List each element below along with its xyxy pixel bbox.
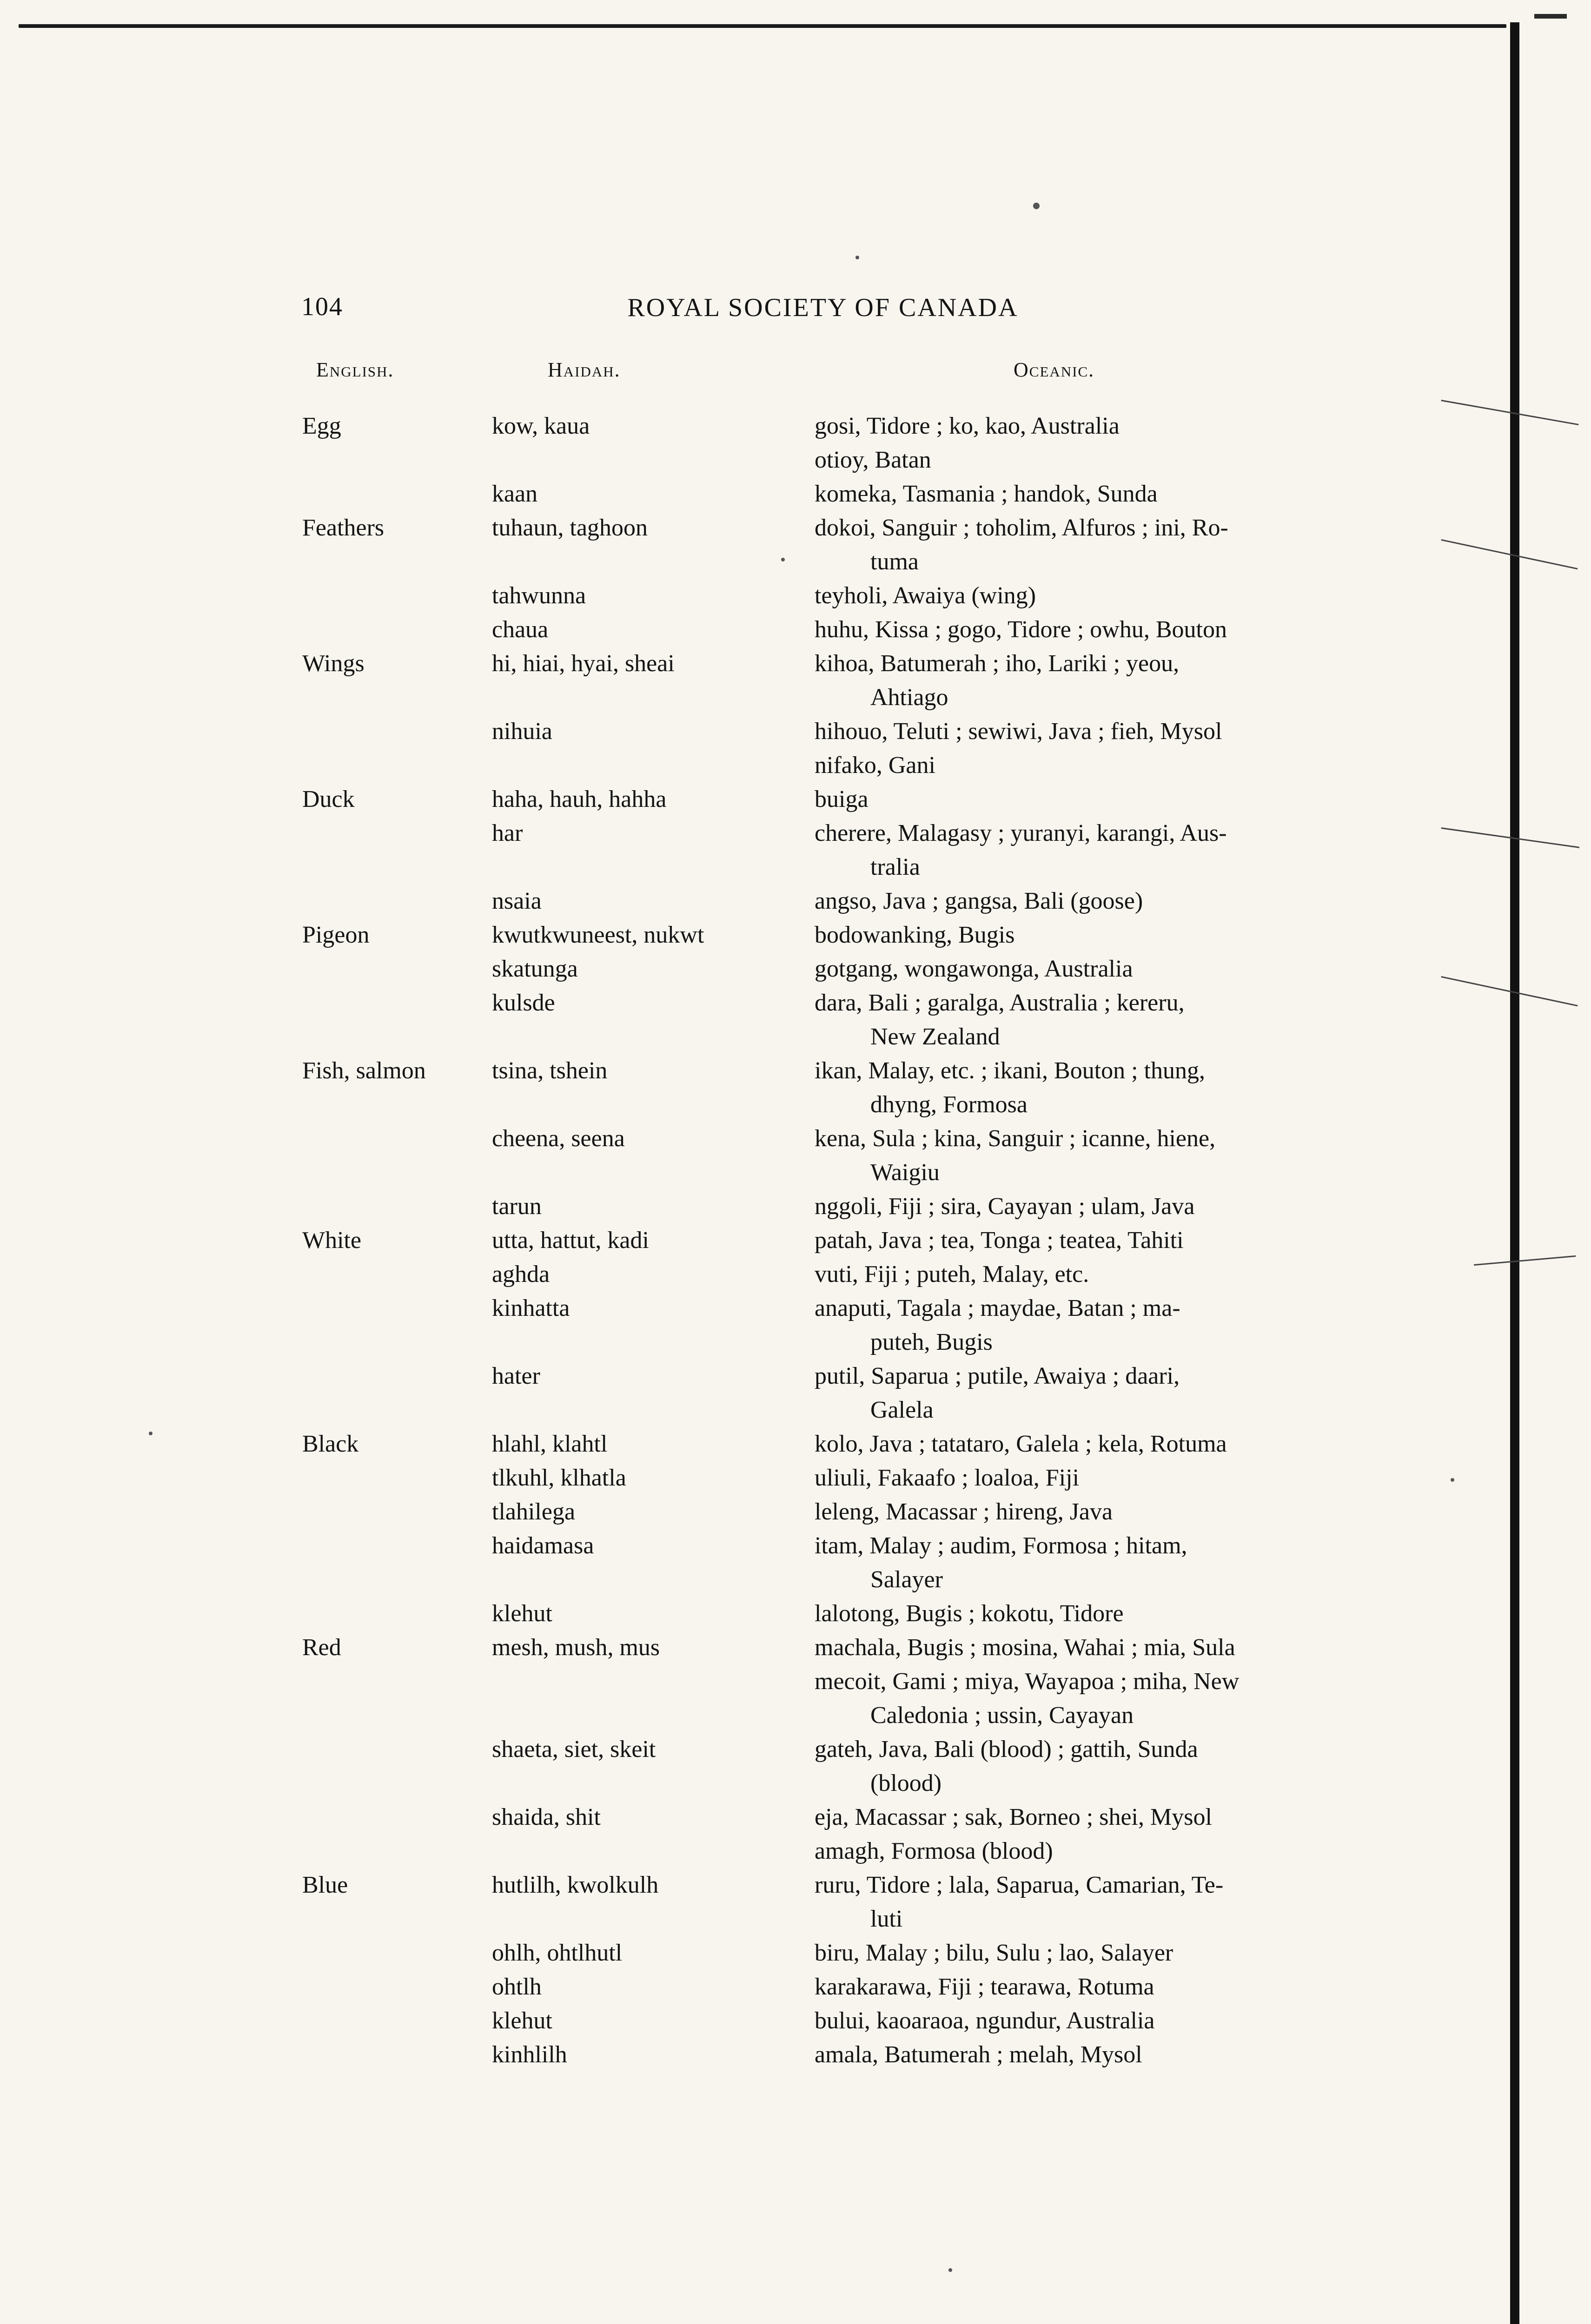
- scan-speck: [948, 2268, 952, 2272]
- oceanic-equivalents: [815, 613, 1359, 647]
- oceanic-line: putil, Saparua ; putile, Awaiya ; daari,: [815, 1363, 1180, 1389]
- oceanic-equivalents: [815, 1291, 1359, 1359]
- oceanic-line: hihouo, Teluti ; sewiwi, Java ; fieh, Mysol: [815, 718, 1222, 745]
- oceanic-equivalents: [815, 918, 1359, 952]
- haidah-word: kaan: [492, 481, 538, 507]
- haidah-word: hater: [492, 1363, 540, 1389]
- oceanic-line-continued: New Zealand: [870, 1023, 1000, 1050]
- oceanic-line-continued: dhyng, Formosa: [870, 1091, 1028, 1118]
- oceanic-equivalents: [815, 884, 1359, 918]
- scan-speck: [1033, 203, 1040, 209]
- haidah-word: hutlilh, kwolkulh: [492, 1872, 659, 1898]
- oceanic-line: komeka, Tasmania ; handok, Sunda: [815, 481, 1158, 507]
- haidah-word: klehut: [492, 2007, 552, 2034]
- column-head-haidah: Haidah.: [548, 358, 621, 381]
- oceanic-equivalents: [815, 1597, 1359, 1631]
- oceanic-equivalents: [815, 1936, 1359, 1970]
- oceanic-line: amagh, Formosa (blood): [815, 1838, 1053, 1864]
- oceanic-equivalents: [815, 1800, 1359, 1834]
- oceanic-line: nifako, Gani: [815, 752, 935, 779]
- haidah-word: mesh, mush, mus: [492, 1634, 660, 1661]
- oceanic-line: dara, Bali ; garalga, Australia ; kereru,: [815, 990, 1185, 1016]
- oceanic-line: kolo, Java ; tatataro, Galela ; kela, Rotuma: [815, 1431, 1227, 1457]
- oceanic-line: leleng, Macassar ; hireng, Java: [815, 1499, 1113, 1525]
- oceanic-line-continued: Waigiu: [870, 1159, 940, 1186]
- oceanic-equivalents: [815, 443, 1359, 477]
- haidah-word: kow, kaua: [492, 413, 590, 439]
- oceanic-line-continued: Ahtiago: [870, 684, 948, 711]
- oceanic-equivalents: [815, 1122, 1359, 1189]
- oceanic-equivalents: [815, 714, 1359, 748]
- oceanic-line: gateh, Java, Bali (blood) ; gattih, Sunda: [815, 1736, 1198, 1763]
- scan-speck: [781, 558, 785, 561]
- oceanic-equivalents: [815, 1970, 1359, 2004]
- oceanic-line: buiga: [815, 786, 868, 812]
- haidah-word: klehut: [492, 1600, 552, 1627]
- oceanic-equivalents: [815, 1054, 1359, 1122]
- oceanic-line: bodowanking, Bugis: [815, 922, 1015, 948]
- oceanic-line: nggoli, Fiji ; sira, Cayayan ; ulam, Java: [815, 1193, 1195, 1220]
- haidah-word: utta, hattut, kadi: [492, 1227, 649, 1254]
- haidah-word: nihuia: [492, 718, 552, 745]
- haidah-word: kinhlilh: [492, 2041, 567, 2068]
- oceanic-line: kena, Sula ; kina, Sanguir ; icanne, hiene,: [815, 1125, 1216, 1152]
- oceanic-equivalents: [815, 782, 1359, 816]
- oceanic-equivalents: [815, 477, 1359, 511]
- haidah-word: aghda: [492, 1261, 550, 1287]
- oceanic-line: ikan, Malay, etc. ; ikani, Bouton ; thung,: [815, 1057, 1206, 1084]
- oceanic-equivalents: [815, 1461, 1359, 1495]
- oceanic-equivalents: [815, 2004, 1359, 2038]
- oceanic-line-continued: tralia: [870, 854, 920, 880]
- english-word: Egg: [302, 413, 341, 439]
- oceanic-line: bului, kaoaraoa, ngundur, Australia: [815, 2007, 1155, 2034]
- oceanic-line: anaputi, Tagala ; maydae, Batan ; ma-: [815, 1295, 1180, 1321]
- oceanic-equivalents: [815, 1427, 1359, 1461]
- oceanic-equivalents: [815, 816, 1359, 884]
- haidah-word: shaida, shit: [492, 1804, 601, 1830]
- oceanic-equivalents: [815, 1223, 1359, 1257]
- oceanic-line-continued: (blood): [870, 1770, 942, 1796]
- oceanic-line: huhu, Kissa ; gogo, Tidore ; owhu, Bouton: [815, 616, 1227, 643]
- oceanic-line: amala, Batumerah ; melah, Mysol: [815, 2041, 1142, 2068]
- oceanic-line: otioy, Batan: [815, 447, 931, 473]
- oceanic-equivalents: [815, 511, 1359, 579]
- haidah-word: chaua: [492, 616, 549, 643]
- oceanic-equivalents: [815, 986, 1359, 1054]
- haidah-word: hlahl, klahtl: [492, 1431, 608, 1457]
- haidah-word: har: [492, 820, 523, 846]
- oceanic-line: eja, Macassar ; sak, Borneo ; shei, Mysol: [815, 1804, 1212, 1830]
- oceanic-equivalents: [815, 647, 1359, 714]
- scan-speck: [855, 256, 859, 259]
- oceanic-line: biru, Malay ; bilu, Sulu ; lao, Salayer: [815, 1940, 1173, 1966]
- oceanic-line: angso, Java ; gangsa, Bali (goose): [815, 888, 1143, 914]
- haidah-word: haha, hauh, hahha: [492, 786, 667, 812]
- oceanic-equivalents: [815, 1495, 1359, 1529]
- oceanic-line-continued: luti: [870, 1906, 903, 1932]
- english-word: Feathers: [302, 515, 384, 541]
- haidah-word: tuhaun, taghoon: [492, 515, 648, 541]
- column-head-english: English.: [316, 358, 394, 381]
- english-word: Wings: [302, 650, 365, 677]
- oceanic-line: teyholi, Awaiya (wing): [815, 582, 1036, 609]
- haidah-word: haidamasa: [492, 1532, 594, 1559]
- oceanic-line: ruru, Tidore ; lala, Saparua, Camarian, Te-: [815, 1872, 1224, 1898]
- haidah-word: kwutkwuneest, nukwt: [492, 922, 704, 948]
- english-word: Pigeon: [302, 922, 370, 948]
- english-word: Red: [302, 1634, 341, 1661]
- oceanic-equivalents: [815, 1529, 1359, 1597]
- oceanic-line-continued: tuma: [870, 548, 919, 575]
- oceanic-equivalents: [815, 1732, 1359, 1800]
- oceanic-line-continued: Salayer: [870, 1566, 943, 1593]
- haidah-word: tsina, tshein: [492, 1057, 608, 1084]
- haidah-word: tahwunna: [492, 582, 586, 609]
- english-word: Blue: [302, 1872, 348, 1898]
- haidah-word: ohtlh: [492, 1974, 542, 2000]
- haidah-word: nsaia: [492, 888, 542, 914]
- oceanic-equivalents: [815, 1257, 1359, 1291]
- english-word: White: [302, 1227, 362, 1254]
- haidah-word: cheena, seena: [492, 1125, 625, 1152]
- haidah-word: kinhatta: [492, 1295, 570, 1321]
- column-head-oceanic: Oceanic.: [1014, 358, 1095, 381]
- haidah-word: tarun: [492, 1193, 542, 1220]
- oceanic-line: itam, Malay ; audim, Formosa ; hitam,: [815, 1532, 1187, 1559]
- oceanic-line: cherere, Malagasy ; yuranyi, karangi, Aus-: [815, 820, 1227, 846]
- haidah-word: tlkuhl, klhatla: [492, 1465, 626, 1491]
- oceanic-line: gosi, Tidore ; ko, kao, Australia: [815, 413, 1120, 439]
- oceanic-line: gotgang, wongawonga, Australia: [815, 956, 1133, 982]
- oceanic-line-continued: Galela: [870, 1397, 934, 1423]
- oceanic-line: uliuli, Fakaafo ; loaloa, Fiji: [815, 1465, 1080, 1491]
- page-number: 104: [301, 292, 343, 321]
- oceanic-line: vuti, Fiji ; puteh, Malay, etc.: [815, 1261, 1089, 1287]
- oceanic-line: dokoi, Sanguir ; toholim, Alfuros ; ini, Ro-: [815, 515, 1228, 541]
- oceanic-equivalents: [815, 1189, 1359, 1223]
- scan-speck: [1451, 1478, 1454, 1482]
- haidah-word: hi, hiai, hyai, sheai: [492, 650, 675, 677]
- haidah-word: kulsde: [492, 990, 555, 1016]
- oceanic-equivalents: [815, 1631, 1359, 1664]
- oceanic-line: lalotong, Bugis ; kokotu, Tidore: [815, 1600, 1124, 1627]
- english-word: Duck: [302, 786, 355, 812]
- oceanic-line-continued: puteh, Bugis: [870, 1329, 993, 1355]
- oceanic-line-continued: Caledonia ; ussin, Cayayan: [870, 1702, 1134, 1729]
- oceanic-equivalents: [815, 1868, 1359, 1936]
- oceanic-equivalents: [815, 1664, 1359, 1732]
- oceanic-equivalents: [815, 2038, 1359, 2072]
- oceanic-equivalents: [815, 1834, 1359, 1868]
- english-word: Fish, salmon: [302, 1057, 426, 1084]
- haidah-word: tlahilega: [492, 1499, 576, 1525]
- running-head: ROYAL SOCIETY OF CANADA: [627, 293, 1019, 322]
- english-word: Black: [302, 1431, 359, 1457]
- oceanic-equivalents: [815, 409, 1359, 443]
- oceanic-equivalents: [815, 952, 1359, 986]
- oceanic-equivalents: [815, 579, 1359, 613]
- scan-speck: [149, 1432, 152, 1435]
- haidah-word: skatunga: [492, 956, 578, 982]
- oceanic-line: machala, Bugis ; mosina, Wahai ; mia, Sula: [815, 1634, 1235, 1661]
- oceanic-equivalents: [815, 1359, 1359, 1427]
- oceanic-line: karakarawa, Fiji ; tearawa, Rotuma: [815, 1974, 1154, 2000]
- oceanic-line: patah, Java ; tea, Tonga ; teatea, Tahiti: [815, 1227, 1184, 1254]
- haidah-word: shaeta, siet, skeit: [492, 1736, 656, 1763]
- haidah-word: ohlh, ohtlhutl: [492, 1940, 623, 1966]
- oceanic-equivalents: [815, 748, 1359, 782]
- oceanic-line: kihoa, Batumerah ; iho, Lariki ; yeou,: [815, 650, 1180, 677]
- oceanic-line: mecoit, Gami ; miya, Wayapoa ; miha, New: [815, 1668, 1240, 1695]
